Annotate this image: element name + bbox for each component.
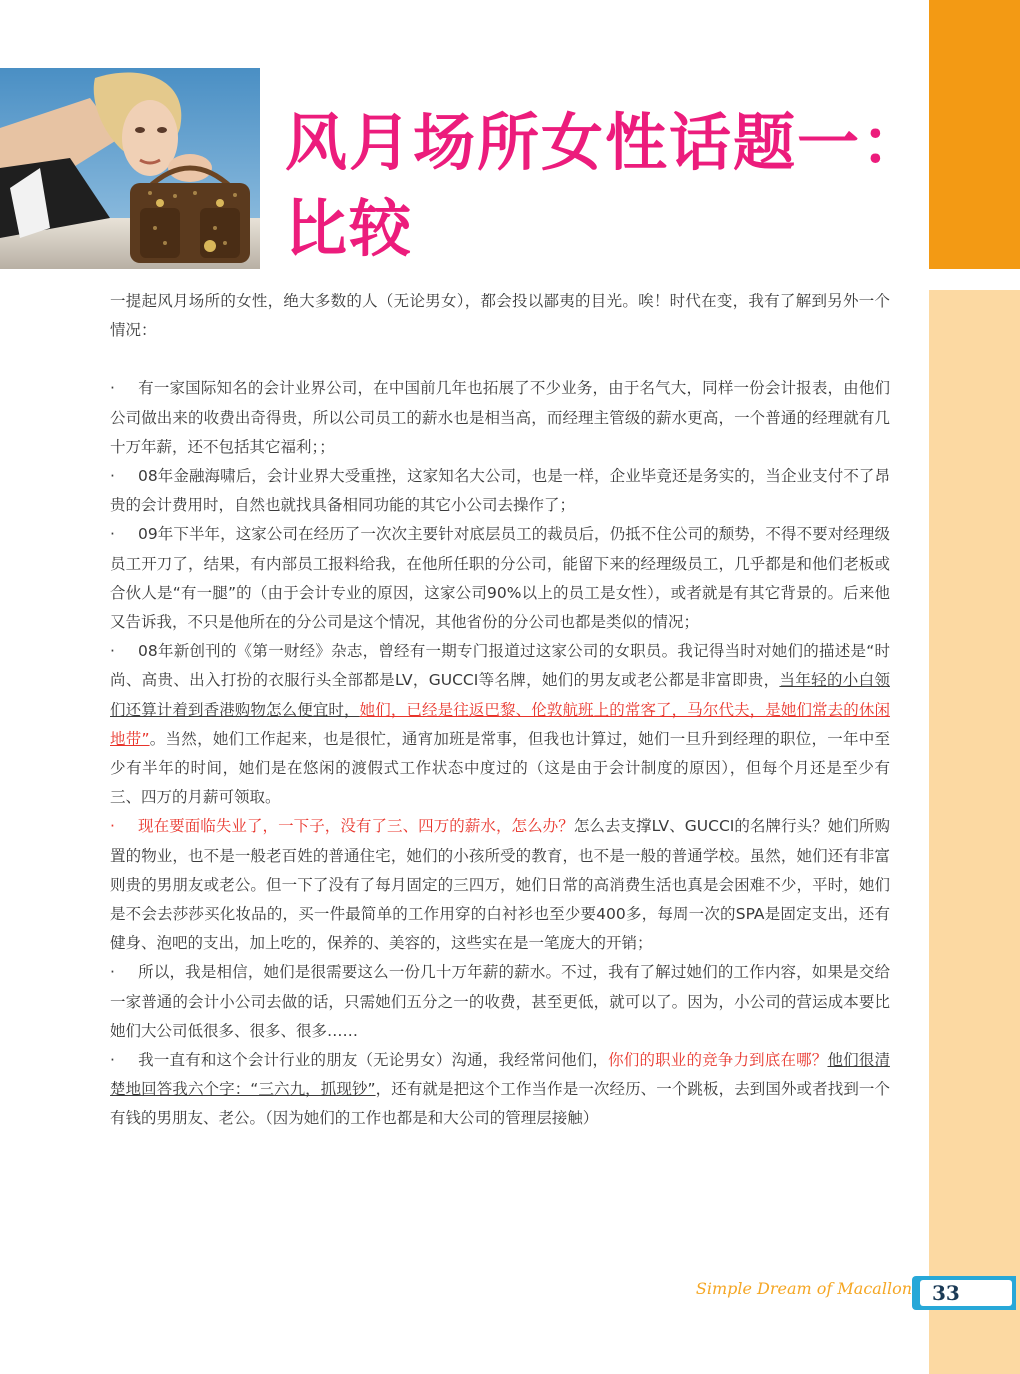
intro-paragraph: 一提起风月场所的女性，绝大多数的人（无论男女），都会投以鄙夷的目光。唉！时代在变，我有了解到另外一个情况： [110, 292, 890, 340]
paragraph-3 [110, 520, 890, 637]
bullet: · [110, 1051, 115, 1070]
paragraph-3-text: 09年下半年，这家公司在经历了一次次主要针对底层员工的裁员后，仍抵不住公司的颓势，不得不要对经理级员工开刀了，结果，有内部员工报料给我，在他所任职的分公司，能留下来的经理级员工，几乎都是和他们老板或合伙人是“有一腿”的（由于会计专业的原因，这家公司90%以上的员工是女性），或者就是有其它背景的。后来他又告诉我，不只是他所在的分公司是这个情况，其他省份的分公司也都是类似的情况； [110, 525, 890, 632]
accent-bar-top [929, 0, 1020, 269]
paragraph-6-text: 所以，我是相信，她们是很需要这么一份几十万年薪的薪水。不过，我有了解过她们的工作内容，如果是交给一家普通的会计小公司去做的话，只需她们五分之一的收费，甚至更低，就可以了。因为，小公司的营运成本要比她们大公司低很多、很多、很多…… [110, 963, 890, 1040]
paragraph-gap [110, 345, 890, 374]
paragraph-5-text: 怎么去支撑LV、GUCCI的名牌行头？她们所购置的物业，也不是一般老百姓的普通住宅，她们的小孩所受的教育，也不是一般的普通学校。虽然，她们还有非富则贵的男朋友或老公。但一下了没有了每月固定的三四万，她们日常的高消费生活也真是会困难不少，平时，她们是不会去莎莎买化妆品的，买一件最简单的工作用穿的白衬衫也至少要400多，每周一次的SPA是固定支出，还有健身、泡吧的支出，加上吃的，保养的、美容的，这些实在是一笔庞大的开销； [110, 817, 890, 953]
bullet: · [110, 817, 115, 836]
page-number: 33 [920, 1280, 1012, 1306]
bullet: · [110, 379, 115, 398]
paragraph-4-highlight: 她们，已经是往返巴黎、伦敦航班上的常客了，马尔代夫，是她们常去的休闲地带” [110, 700, 890, 748]
paragraph-2 [110, 462, 890, 520]
article-body [110, 287, 890, 1134]
article-title [285, 100, 925, 272]
paragraph-7 [110, 1046, 890, 1134]
paragraph-4 [110, 637, 890, 812]
bullet: · [110, 525, 115, 544]
paragraph-7-text-d: ，还有就是把这个工作当作是一次经历、一个跳板，去到国外或者找到一个有钱的男朋友、老公。（因为她们的工作也都是和大公司的管理层接触） [110, 1080, 890, 1128]
paragraph-4-text-d: 。当然，她们工作起来，也是很忙，通宵加班是常事，但我也计算过，她们一旦升到经理的职位，一年中至少有半年的时间，她们是在悠闲的渡假式工作状态中度过的（这是由于会计制度的原因），但每个月还是至少有三、四万的月薪可领取。 [110, 729, 890, 807]
paragraph-1-text: 有一家国际知名的会计业界公司，在中国前几年也拓展了不少业务，由于名气大，同样一份会计报表，由他们公司做出来的收费出奇得贵，所以公司员工的薪水也是相当高，而经理主管级的薪水更高，一个普通的经理就有几十万年薪，还不包括其它福利；； [110, 379, 890, 456]
paragraph-5 [110, 812, 890, 958]
paragraph-7-highlight: 你们的职业的竞争力到底在哪？ [608, 1051, 828, 1070]
title-line-2: 比较 [285, 192, 414, 265]
footer-magazine-name: Simple Dream of Macallon [695, 1279, 912, 1298]
bullet: · [110, 642, 115, 661]
page-number-tab [912, 1276, 1016, 1310]
paragraph-5-highlight: 现在要面临失业了，一下子，没有了三、四万的薪水，怎么办？ [138, 817, 574, 836]
paragraph-7-text-a: 我一直有和这个会计行业的朋友（无论男女）沟通，我经常问他们， [138, 1051, 609, 1070]
paragraph-7-underlined: 他们很清楚地回答我六个字：“三六九，抓现钞” [110, 1051, 890, 1099]
paragraph-4-underlined: 当年轻的小白领们还算计着到香港购物怎么便宜时， [110, 671, 890, 719]
paragraph-2-text: 08年金融海啸后，会计业界大受重挫，这家知名大公司，也是一样，企业毕竟还是务实的，当企业支付不了昂贵的会计费用时，自然也就找具备相同功能的其它小公司去操作了； [110, 467, 890, 515]
paragraph-6 [110, 958, 890, 1046]
paragraph-4-text-a: 08年新创刊的《第一财经》杂志，曾经有一期专门报道过这家公司的女职员。我记得当时对她们的描述是“时尚、高贵、出入打扮的衣服行头全部都是LV，GUCCI等名牌，她们的男友或老公都是非富即贵， [110, 642, 890, 690]
fashion-model-with-handbag-photo [0, 68, 260, 269]
bullet: · [110, 467, 115, 486]
bullet: · [110, 963, 115, 982]
photo-illustration [0, 68, 260, 269]
paragraph-1 [110, 374, 890, 462]
side-bar [929, 290, 1020, 1374]
title-line-1: 风月场所女性话题一： [285, 106, 926, 179]
